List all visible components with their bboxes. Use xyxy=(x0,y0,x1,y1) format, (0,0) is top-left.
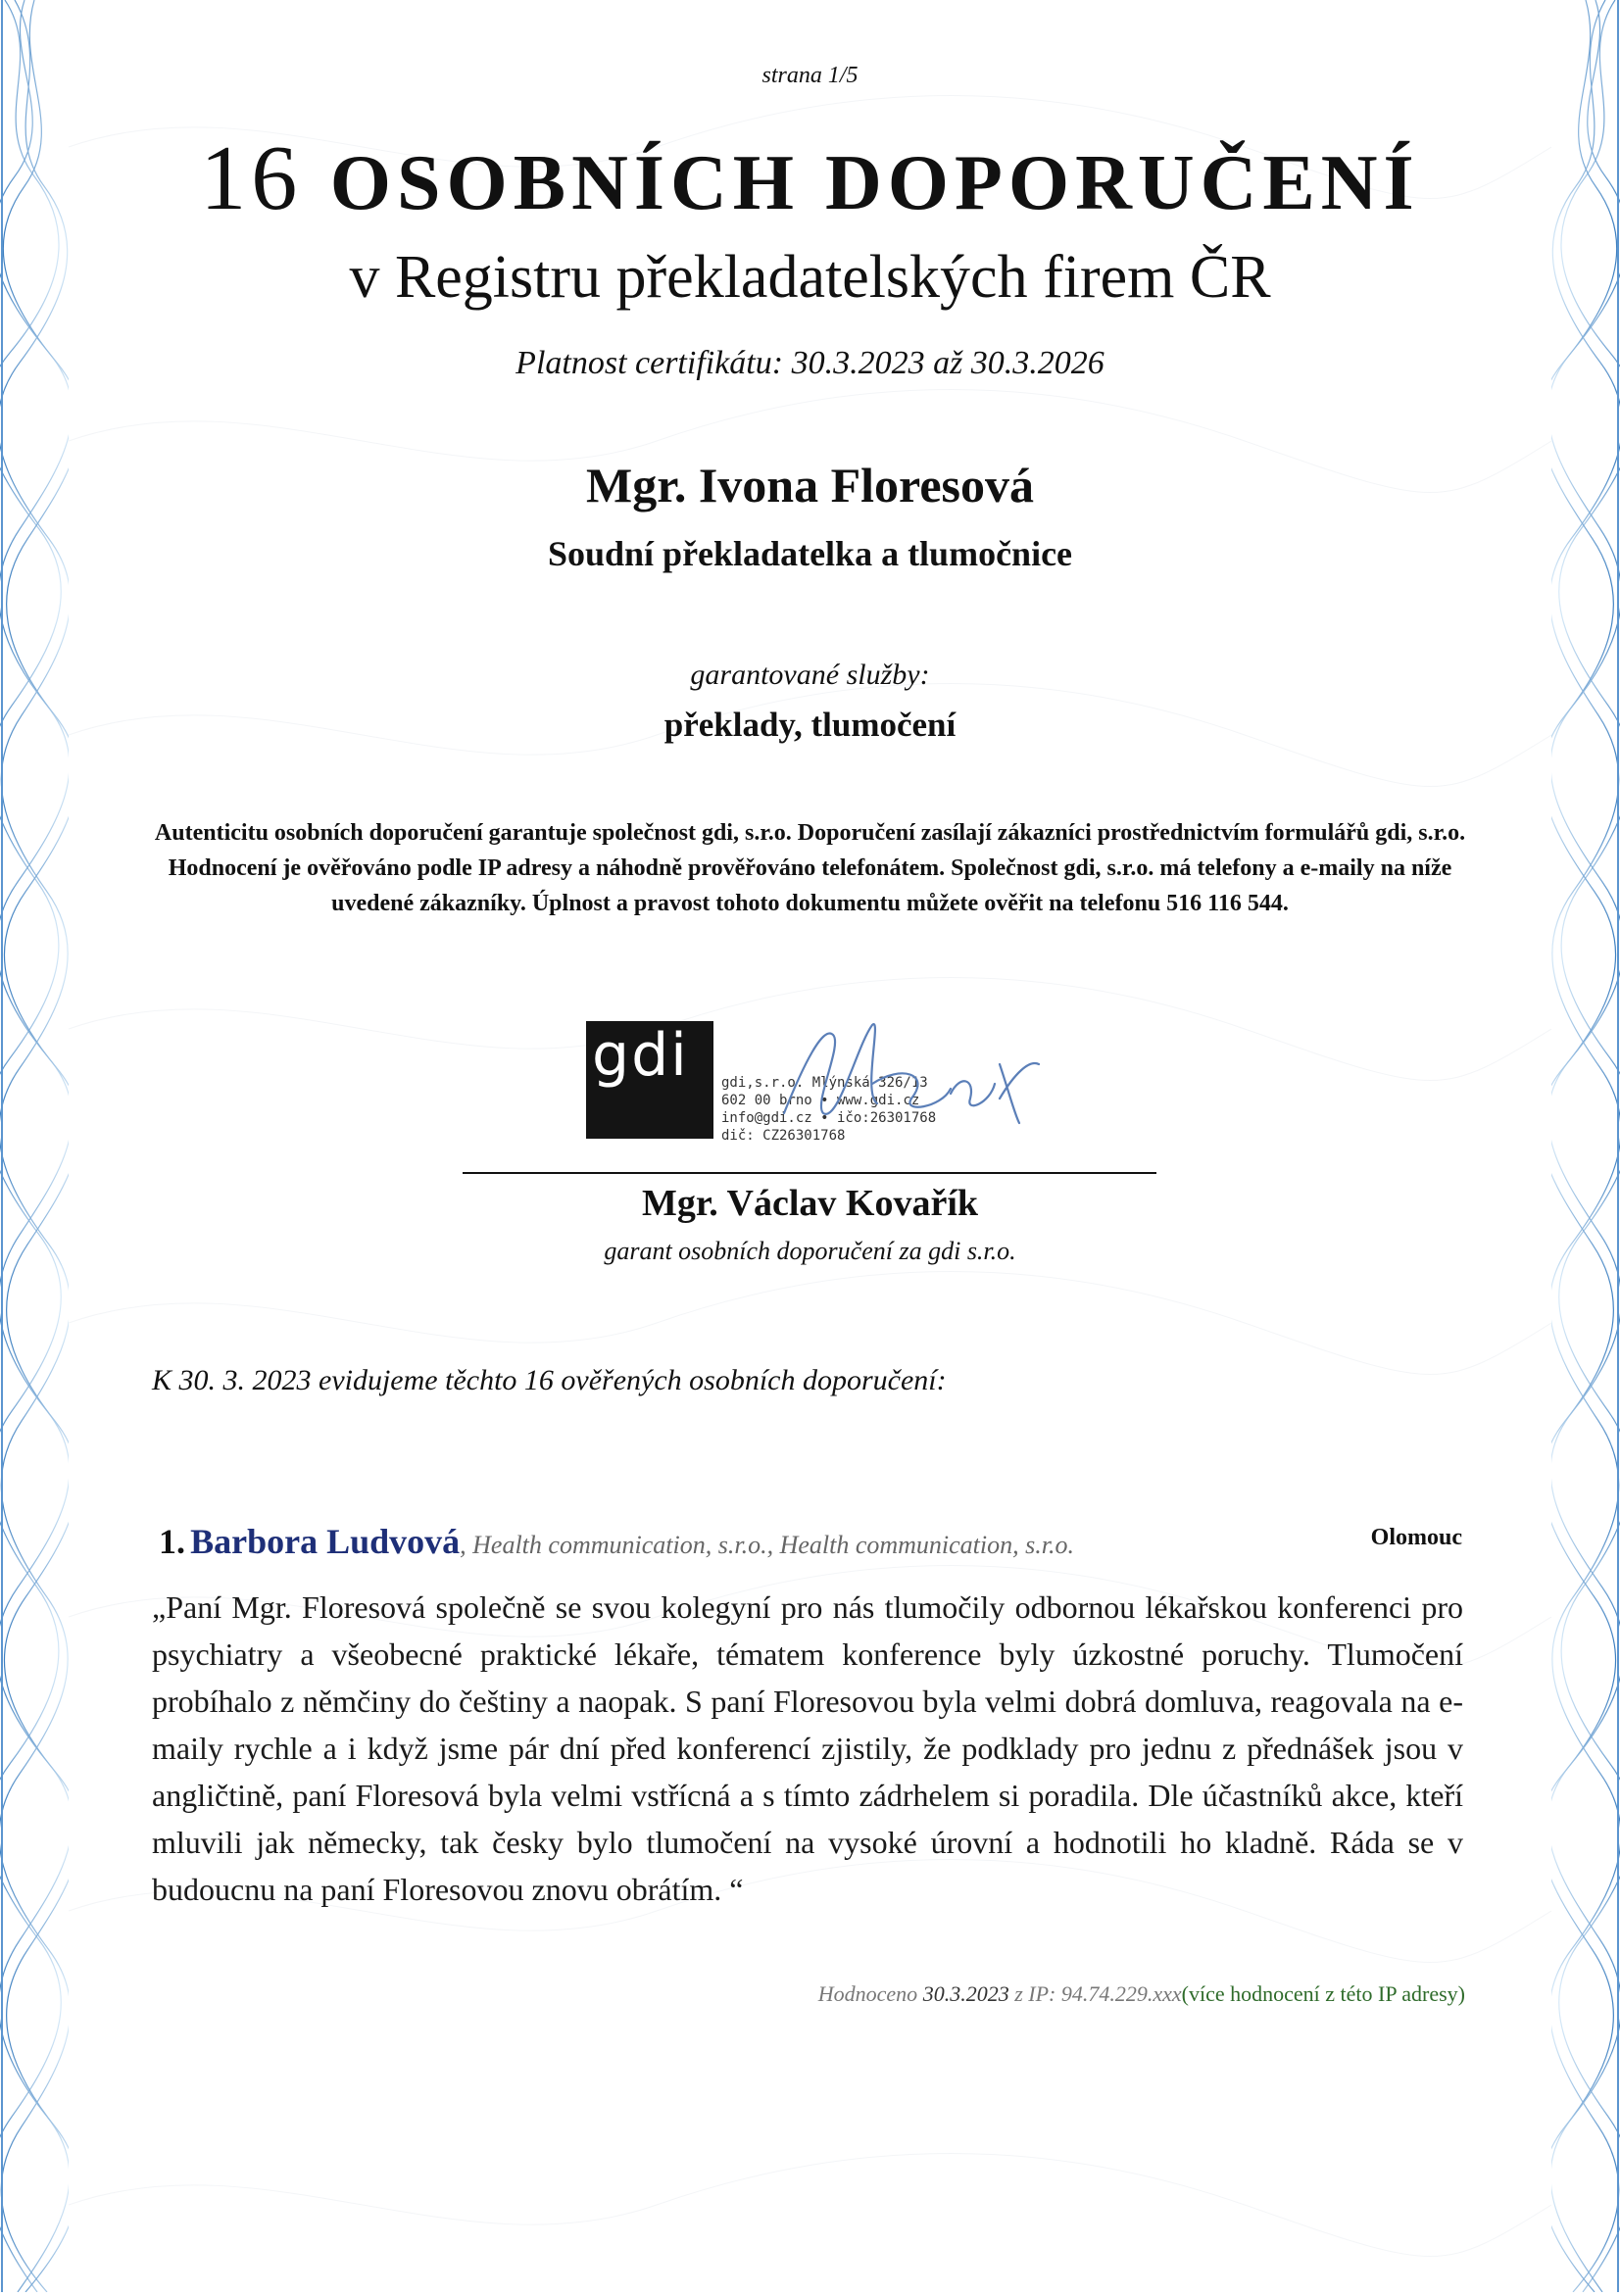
stamp-line: info@gdi.cz • ičo:26301768 xyxy=(721,1110,937,1126)
handwritten-signature xyxy=(764,1005,1058,1152)
recommendations-intro: K 30. 3. 2023 evidujeme těchto 16 ověřených osobních doporučení: xyxy=(152,1364,947,1396)
document-subtitle: v Registru překladatelských firem ČR xyxy=(349,244,1271,311)
recommender-city: Olomouc xyxy=(1370,1525,1462,1550)
person-role: Soudní překladatelka a tlumočnice xyxy=(547,534,1073,573)
recommender-name[interactable]: Barbora Ludvová xyxy=(190,1522,461,1561)
gdi-logo-text: gdi xyxy=(592,1021,689,1090)
decorative-border-right xyxy=(1551,0,1620,2292)
recommendation-text: „Paní Mgr. Floresová společně se svou kolegyní pro nás tlumočily odbornou lékařskou konferenci pro psychiatry a všeobecné praktické lékaře, tématem konference byly úzkostné poruchy. Tlumočení probíhalo z němčiny do češtiny a naopak. S paní Floresovou byla velmi dobrá domluva, reagovala na e-maily rychle a i když jsme pár dní před konferencí zjistily, že podklady pro jednu z přednášek jsou v angličtině, paní Floresová byla velmi vstřícná a s tímto zádrhelem si poradila. Dle účastníků akce, kteří mluvili jak německy, tak česky bylo tlumočení na vysoké úrovní a hodnotili ho kladně. Ráda se v budoucnu na paní Floresovou znovu obrátím. “ xyxy=(152,1589,1463,1907)
decorative-border-left xyxy=(0,0,69,2292)
title-heading: OSOBNÍCH DOPORUČENÍ xyxy=(329,140,1420,226)
stamp-line: dič: CZ26301768 xyxy=(721,1128,846,1144)
ip-label: z IP: xyxy=(1014,1981,1056,2006)
signature-line xyxy=(463,1172,1156,1174)
recommendation-footer xyxy=(818,1981,1465,2007)
recommendation-header xyxy=(159,1521,1462,1562)
stamp-line: gdi,s.r.o. Mlýnská 326/13 xyxy=(721,1075,928,1091)
more-ratings-link[interactable]: (více hodnocení z této IP adresy) xyxy=(1181,1981,1465,2006)
stamp-line: 602 00 brno • www.gdi.cz xyxy=(721,1093,920,1108)
gdi-stamp-logo xyxy=(586,1021,713,1139)
rated-label: Hodnoceno xyxy=(817,1981,918,2006)
person-name: Mgr. Ivona Floresová xyxy=(586,458,1034,513)
services-value: překlady, tlumočení xyxy=(663,706,957,744)
title-count: 16 xyxy=(200,127,303,229)
ip-address: 94.74.229.xxx xyxy=(1060,1981,1182,2006)
page-number: strana 1/5 xyxy=(761,63,859,88)
guarantor-role: garant osobních doporučení za gdi s.r.o. xyxy=(604,1237,1016,1265)
document-title xyxy=(0,127,1620,229)
recommendation-number: 1. xyxy=(159,1522,185,1561)
services-label: garantované služby: xyxy=(690,659,930,691)
authenticity-statement: Autenticitu osobních doporučení garantuje společnost gdi, s.r.o. Doporučení zasílají zákazníci prostřednictvím formulářů gdi, s.r.o. Hodnocení je ověřováno podle IP adresy a náhodně prověřováno telefonátem. Společnost gdi, s.r.o. má telefony a e-maily na níže uvedené zákazníky. Úplnost a pravost tohoto dokumentu můžete ověřit na telefonu 516 116 544. xyxy=(154,820,1466,916)
certificate-validity: Platnost certifikátu: 30.3.2023 až 30.3.2026 xyxy=(515,345,1105,381)
rated-date: 30.3.2023 xyxy=(922,1981,1009,2006)
recommender-company: , Health communication, s.r.o., Health communication, s.r.o. xyxy=(460,1531,1074,1559)
guarantor-name: Mgr. Václav Kovařík xyxy=(641,1183,979,1224)
